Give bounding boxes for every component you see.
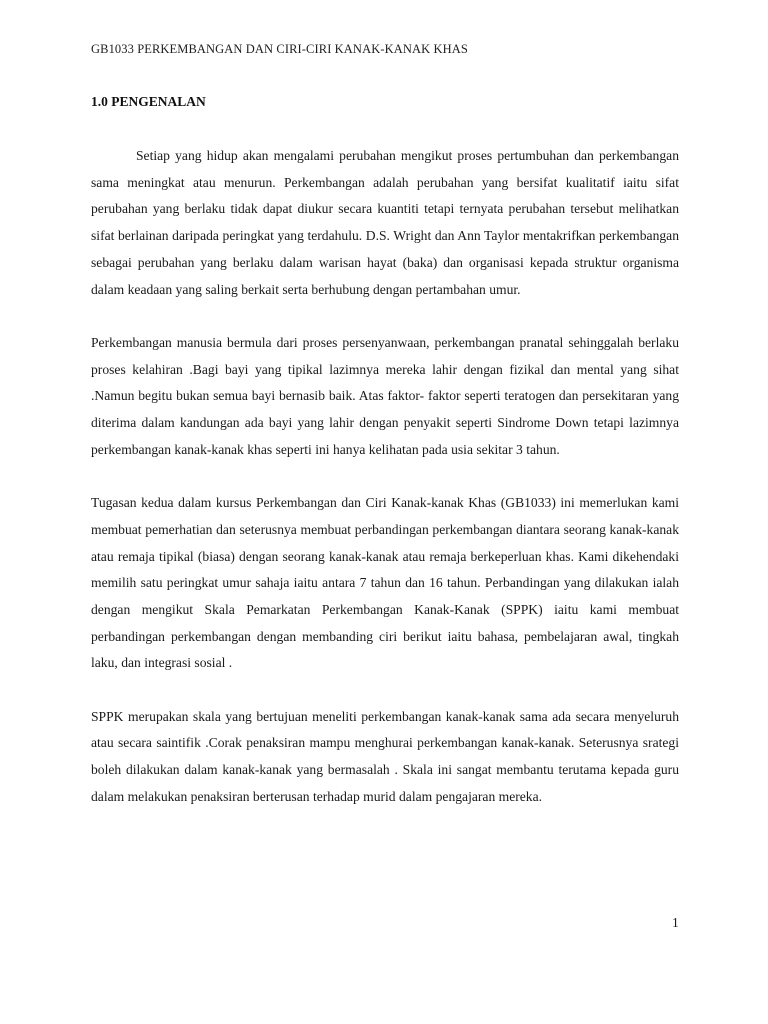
running-header: GB1033 PERKEMBANGAN DAN CIRI-CIRI KANAK-KANAK KHAS — [91, 42, 468, 56]
body-text — [91, 143, 679, 811]
paragraph-human-development: Perkembangan manusia bermula dari proses persenyanwaan, perkembangan pranatal sehinggalah berlaku proses kelahiran .Bagi bayi yang tipikal lazimnya mereka lahir dengan fizikal dan mental yang sihat .Namun begitu bukan semua bayi bernasib baik. Atas faktor- faktor seperti teratogen dan persekitaran yang diterima dalam kandungan ada bayi yang lahir dengan penyakit seperti Sindrome Down tetapi lazimnya perkembangan kanak-kanak khas seperti ini hanya kelihatan pada usia sekitar 3 tahun. — [91, 334, 679, 457]
section-heading: 1.0 PENGENALAN — [91, 94, 206, 109]
paragraph-introduction: Setiap yang hidup akan mengalami perubahan mengikut proses pertumbuhan dan perkembangan sama meningkat atau menurun. Perkembangan adalah perubahan yang bersifat kualitatif iaitu sifat perubahan yang berlaku tidak dapat diukur secara kuantiti tetapi ternyata perubahan tersebut melihatkan sifat berlainan daripada peringkat yang terdahulu. D.S. Wright dan Ann Taylor mentakrifkan perkembangan sebagai perubahan yang berlaku dalam warisan hayat (baka) dan organisasi kepada struktur organisma dalam keadaan yang saling berkait serta berhubung dengan pertambahan umur. — [91, 148, 679, 297]
paragraph-sppk: SPPK merupakan skala yang bertujuan meneliti perkembangan kanak-kanak sama ada secara menyeluruh atau secara saintifik .Corak penaksiran mampu menghurai perkembangan kanak-kanak. Seterusnya srategi boleh dilakukan dalam kanak-kanak yang bermasalah . Skala ini sangat membantu terutama kepada guru dalam melakukan penaksiran berterusan terhadap murid dalam pengajaran mereka. — [91, 708, 679, 804]
page-number: 1 — [672, 915, 679, 930]
paragraph-assignment: Tugasan kedua dalam kursus Perkembangan dan Ciri Kanak-kanak Khas (GB1033) ini memerlukan kami membuat pemerhatian dan seterusnya membuat perbandingan perkembangan diantara seorang kanak-kanak atau remaja tipikal (biasa) dengan seorang kanak-kanak atau remaja berkeperluan khas. Kami dikehendaki memilih satu peringkat umur sahaja iaitu antara 7 tahun dan 16 tahun. Perbandingan yang dilakukan ialah dengan mengikut Skala Pemarkatan Perkembangan Kanak-Kanak (SPPK) iaitu kami membuat perbandingan perkembangan dengan membanding ciri berikut iaitu bahasa, pembelajaran awal, tingkah laku, dan integrasi sosial . — [91, 495, 679, 671]
